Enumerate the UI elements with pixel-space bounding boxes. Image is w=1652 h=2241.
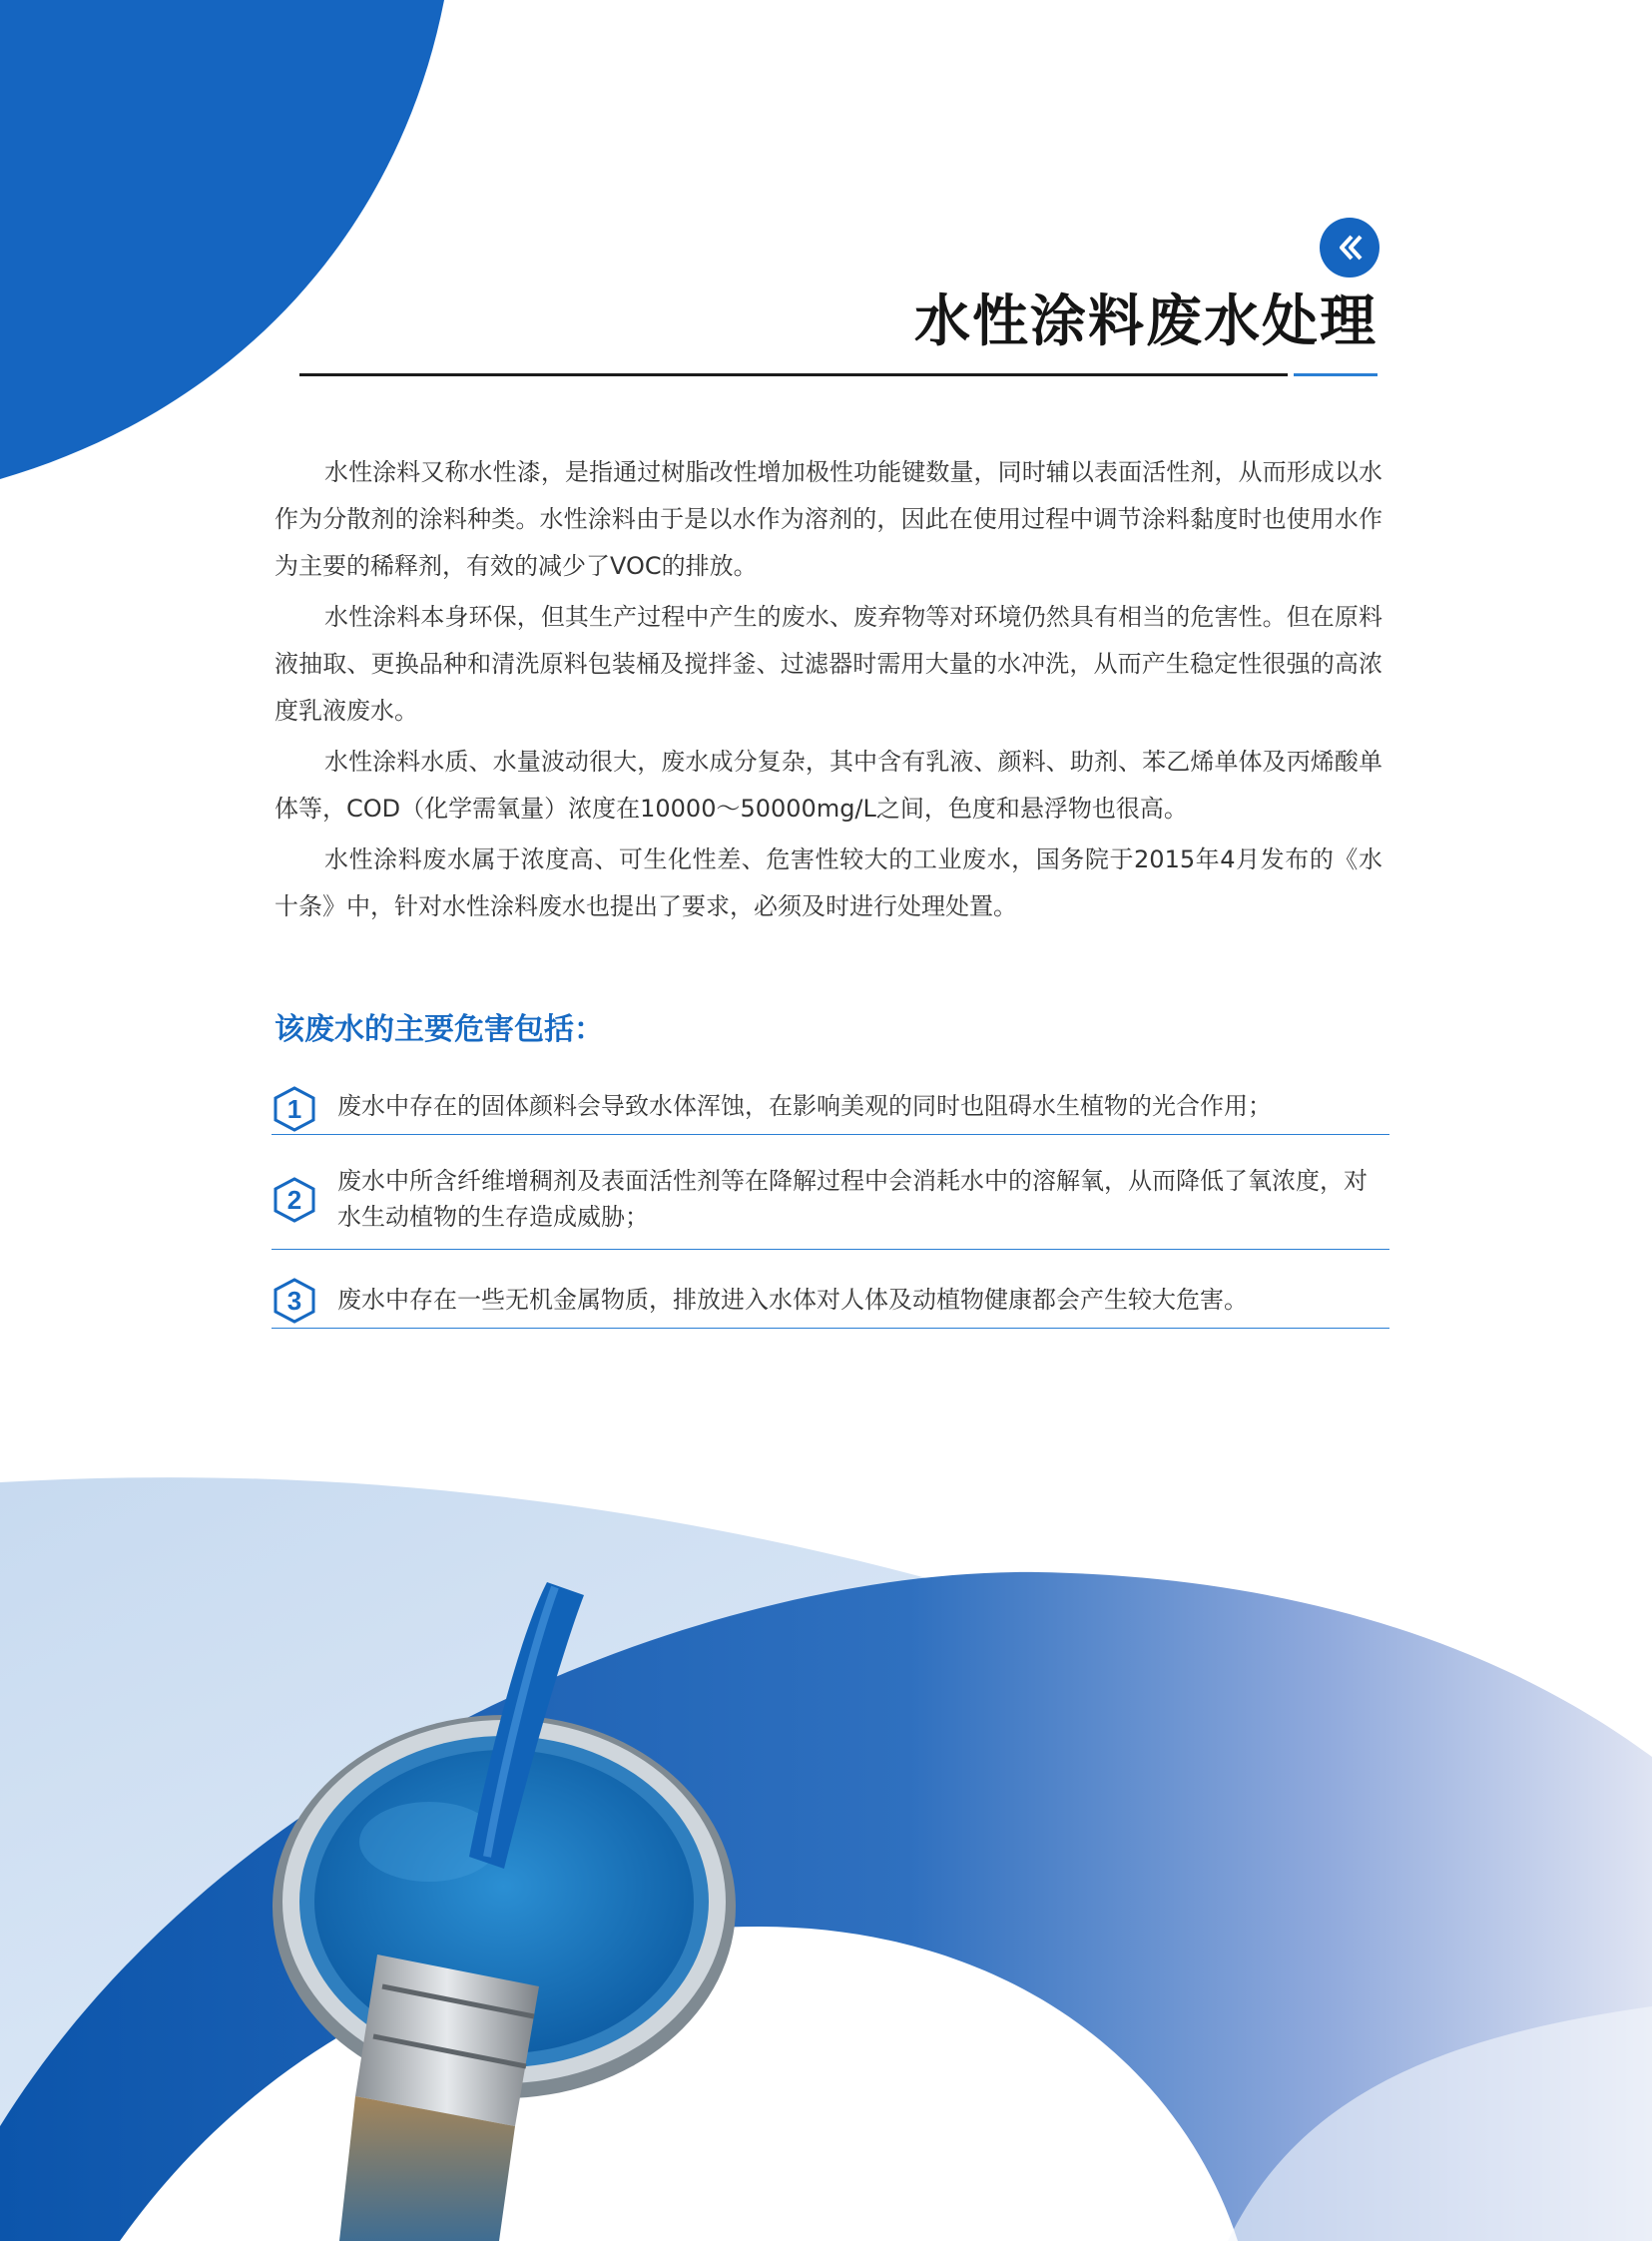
back-chevron-badge[interactable] (1320, 218, 1379, 278)
hazard-item (272, 1276, 1389, 1329)
hazard-text: 废水中存在一些无机金属物质，排放进入水体对人体及动植物健康都会产生较大危害。 (337, 1286, 1248, 1314)
number-badge-icon (272, 1278, 317, 1324)
hazard-item (272, 1078, 1389, 1135)
hazard-text: 废水中存在的固体颜料会导致水体浑蚀，在影响美观的同时也阻碍水生植物的光合作用； (337, 1092, 1272, 1120)
intro-paragraph: 水性涂料又称水性漆，是指通过树脂改性增加极性功能键数量，同时辅以表面活性剂，从而形成以水作为分散剂的涂料种类。水性涂料由于是以水作为溶剂的，因此在使用过程中调节涂料黏度时也使用水作为主要的稀释剂，有效的减少了VOC的排放。 (275, 458, 1382, 580)
double-chevron-left-icon (1333, 231, 1367, 265)
hazard-list (272, 1078, 1389, 1329)
page-title: 水性涂料废水处理 (914, 289, 1377, 354)
hazard-number: 2 (286, 1185, 302, 1215)
intro-paragraph: 水性涂料水质、水量波动很大，废水成分复杂，其中含有乳液、颜料、助剂、苯乙烯单体及丙烯酸单体等，COD（化学需氧量）浓度在10000～50000mg/L之间，色度和悬浮物也很高。 (275, 748, 1382, 823)
intro-section (275, 449, 1382, 934)
intro-paragraph: 水性涂料本身环保，但其生产过程中产生的废水、废弃物等对环境仍然具有相当的危害性。但在原料液抽取、更换品种和清洗原料包装桶及搅拌釜、过滤器时需用大量的水冲洗，从而产生稳定性很强的高浓度乳液废水。 (275, 603, 1382, 725)
hazard-text: 废水中所含纤维增稠剂及表面活性剂等在降解过程中会消耗水中的溶解氧，从而降低了氧浓度，对水生动植物的生存造成威胁； (337, 1167, 1368, 1231)
title-divider (299, 373, 1288, 376)
hazard-item (272, 1153, 1389, 1250)
hazard-number: 3 (286, 1286, 302, 1316)
hazards-heading: 该废水的主要危害包括： (275, 1012, 604, 1047)
intro-paragraph: 水性涂料废水属于浓度高、可生化性差、危害性较大的工业废水，国务院于2015年4月发布的《水十条》中，针对水性涂料废水也提出了要求，必须及时进行处理处置。 (275, 845, 1382, 920)
title-divider-accent (1294, 373, 1377, 376)
hazard-number: 1 (286, 1094, 302, 1124)
number-badge-icon (272, 1177, 317, 1223)
number-badge-icon (272, 1086, 317, 1132)
